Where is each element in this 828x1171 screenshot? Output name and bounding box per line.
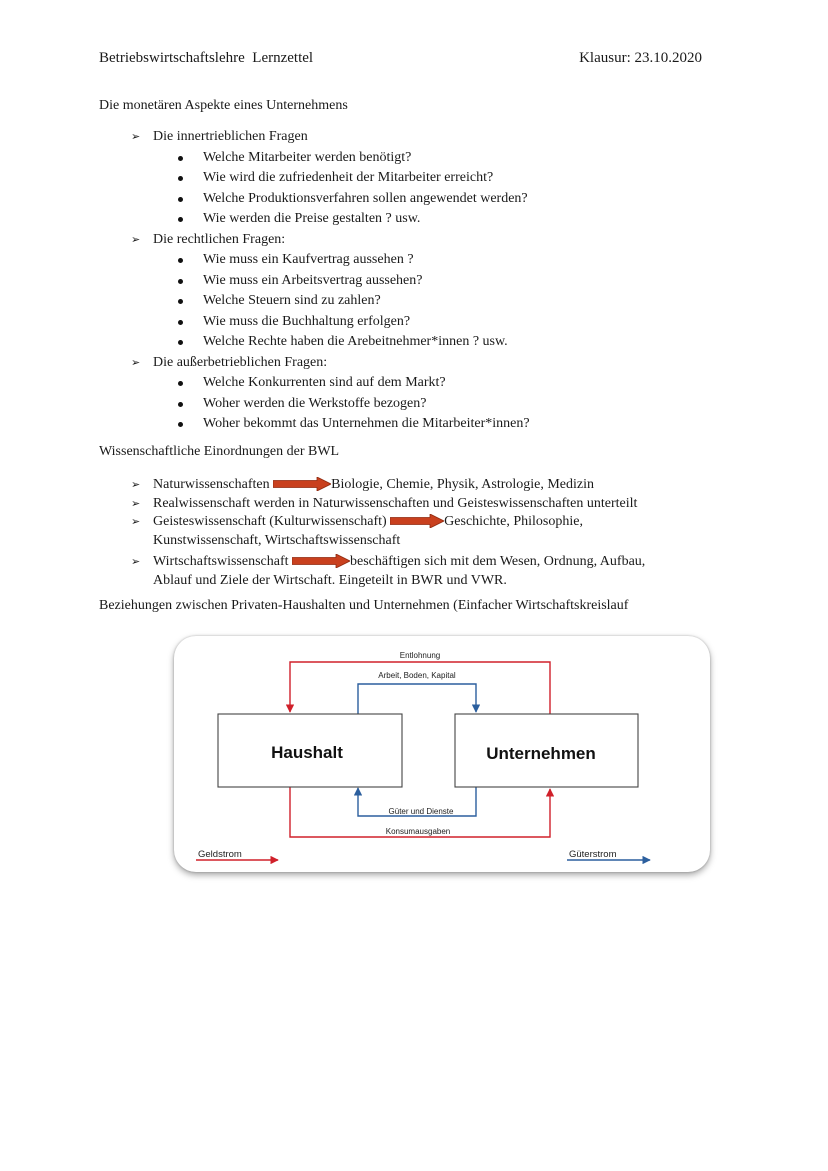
classification-list	[0, 476, 828, 590]
goods-flow-legend: Güterstrom	[569, 849, 617, 860]
page-header	[99, 50, 702, 67]
list-item: Woher bekommt das Unternehmen die Mitarbeiter*innen?	[0, 414, 828, 435]
group-label: ➢ Die rechtlichen Fragen:	[0, 230, 828, 251]
list-item: Welche Konkurrenten sind auf dem Markt?	[0, 373, 828, 394]
arrow-bullet-icon: ➢	[131, 478, 141, 491]
haushalt-label: Haushalt	[271, 743, 343, 762]
consumption-label: Konsumausgaben	[385, 827, 451, 836]
document-title: Betriebswirtschaftslehre Lernzettel	[99, 50, 314, 66]
list-item: Wie muss die Buchhaltung erfolgen?	[0, 312, 828, 333]
group-label: ➢ Die innertrieblichen Fragen	[0, 127, 828, 148]
factors-label: Arbeit, Boden, Kapital	[378, 671, 456, 680]
bullet-icon	[178, 320, 183, 325]
bullet-icon	[178, 299, 183, 304]
bullet-icon	[178, 279, 183, 284]
section-title-classification: Wissenschaftliche Einordnungen der BWL	[99, 444, 340, 459]
list-item-continuation: Kunstwissenschaft, Wirtschaftswissenschaft	[153, 532, 401, 548]
list-item: Wie muss ein Arbeitsvertrag aussehen?	[0, 271, 828, 292]
list-item: ➢ Naturwissenschaften Biologie, Chemie, Physik, Astrologie, Medizin	[0, 476, 828, 495]
section-title-monetary: Die monetären Aspekte eines Unternehmens	[99, 98, 348, 113]
bullet-icon	[178, 176, 183, 181]
goods-label: Güter und Dienste	[388, 807, 454, 816]
arrow-bullet-icon: ➢	[131, 555, 141, 568]
list-item: Wie muss ein Kaufvertrag aussehen ?	[0, 250, 828, 271]
list-item: Wie werden die Preise gestalten ? usw.	[0, 209, 828, 230]
money-flow-legend: Geldstrom	[198, 849, 242, 860]
bullet-icon	[178, 422, 183, 427]
list-item: Welche Mitarbeiter werden benötigt?	[0, 148, 828, 169]
list-item-continuation: Ablauf und Ziele der Wirtschaft. Eingeteilt in BWR und VWR.	[153, 572, 507, 588]
red-arrow-icon	[292, 554, 350, 568]
bullet-icon	[178, 402, 183, 407]
entlohnung-flow	[290, 662, 550, 714]
red-arrow-icon	[273, 477, 331, 491]
bullet-icon	[178, 258, 183, 263]
exam-date: Klausur: 23.10.2020	[579, 50, 702, 66]
bullet-icon	[178, 217, 183, 222]
red-arrow-icon	[390, 514, 444, 528]
list-item: Welche Produktionsverfahren sollen angewendet werden?	[0, 189, 828, 210]
bullet-icon	[178, 340, 183, 345]
list-item: Woher werden die Werkstoffe bezogen?	[0, 394, 828, 415]
arrow-bullet-icon: ➢	[131, 496, 141, 510]
arrow-bullet-icon: ➢	[131, 355, 141, 369]
list-item: Welche Rechte haben die Arebeitnehmer*innen ? usw.	[0, 332, 828, 353]
section-title-relations: Beziehungen zwischen Privaten-Haushalten und Unternehmen (Einfacher Wirtschaftskreislauf	[99, 598, 629, 613]
bullet-icon	[178, 381, 183, 386]
arrow-bullet-icon: ➢	[131, 515, 141, 528]
list-item: Wie wird die zufriedenheit der Mitarbeiter erreicht?	[0, 168, 828, 189]
list-item: ➢ Geisteswissenschaft (Kulturwissenschaft) Geschichte, Philosophie,	[0, 513, 828, 532]
bullet-icon	[178, 156, 183, 161]
monetary-aspects-list	[0, 127, 828, 435]
list-item: Welche Steuern sind zu zahlen?	[0, 291, 828, 312]
factor-flow	[358, 684, 476, 714]
bullet-icon	[178, 197, 183, 202]
arrow-bullet-icon: ➢	[131, 130, 141, 143]
economic-cycle-diagram	[174, 636, 710, 872]
arrow-bullet-icon: ➢	[131, 232, 141, 246]
list-item: ➢ Realwissenschaft werden in Naturwissenschaften und Geisteswissenschaften unterteilt	[0, 495, 828, 514]
group-label: ➢ Die außerbetrieblichen Fragen:	[0, 353, 828, 374]
list-item: ➢ Wirtschaftswissenschaft beschäftigen sich mit dem Wesen, Ordnung, Aufbau,	[0, 553, 828, 572]
entlohnung-label: Entlohnung	[399, 651, 441, 660]
unternehmen-label: Unternehmen	[486, 744, 596, 763]
